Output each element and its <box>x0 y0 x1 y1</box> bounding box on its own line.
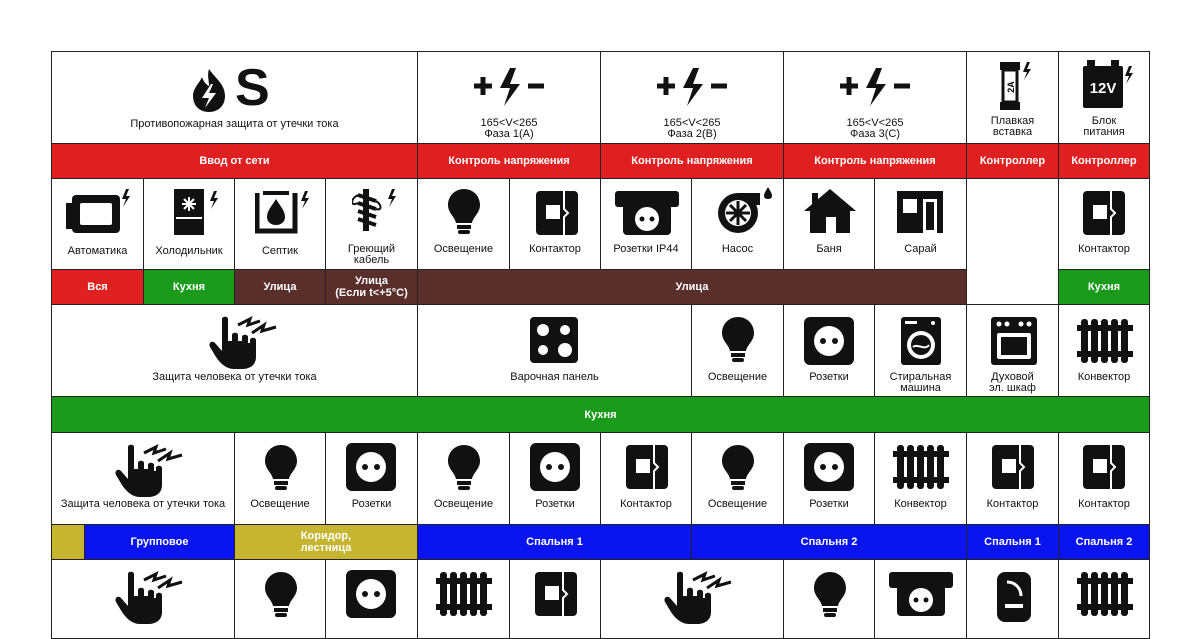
band-bedroom2-main: Спальня 2 <box>691 524 967 560</box>
sockets-bed2-label: Розетки <box>809 498 849 510</box>
hand-shock-icon <box>114 443 186 499</box>
lighting-row5b-cell <box>783 559 875 639</box>
fuse-label-1: Плавкая <box>990 115 1035 127</box>
contactor-a-label: Контактор <box>529 243 581 255</box>
automatics-cell <box>51 178 144 270</box>
water-heater-icon <box>995 570 1033 624</box>
sockets-bed1-cell <box>509 432 601 525</box>
light-bulb-icon <box>446 443 482 493</box>
control-panel-icon <box>66 189 132 235</box>
contactor-bed2-conv-cell <box>1058 432 1150 525</box>
septic-cell <box>234 178 326 270</box>
septic-label: Септик <box>261 245 298 257</box>
rcd-group-label: Защита человека от утечки тока <box>60 498 226 510</box>
washer-cell <box>874 304 967 397</box>
washer-label-1: Стиральная <box>889 371 952 383</box>
band-street-main: Улица <box>417 269 967 305</box>
pump-label: Насос <box>721 243 754 255</box>
contactor-ctrl-cell <box>1058 178 1150 270</box>
fire-rcd-cell <box>51 51 418 144</box>
bath-label: Баня <box>816 243 842 255</box>
band-kitchen-ctrl: Кухня <box>1058 269 1150 305</box>
lighting-bed1-label: Освещение <box>433 498 494 510</box>
sockets-ip44-cell <box>600 178 692 270</box>
fire-rcd-label: Противопожарная защита от утечки тока <box>130 118 339 130</box>
cooktop-icon <box>528 317 580 363</box>
battery-12v-icon <box>1081 60 1133 110</box>
light-bulb-icon <box>812 570 848 620</box>
band-voltage-b: Контроль напряжения <box>600 143 784 179</box>
band-bedroom1-small: Спальня 1 <box>966 524 1059 560</box>
pump-icon <box>714 187 774 237</box>
fuse-icon <box>997 60 1033 112</box>
ip44-row5-cell <box>874 559 967 639</box>
lighting-bed2-cell <box>691 432 784 525</box>
convector-bed2-label: Конвектор <box>894 498 947 510</box>
sockets-kitchen-label: Розетки <box>809 371 849 383</box>
contactor-icon <box>1081 189 1127 237</box>
band-kitchen-wide: Кухня <box>51 396 1150 433</box>
house-icon <box>802 187 858 235</box>
hand-shock-icon <box>114 570 186 626</box>
band-bedroom1-main: Спальня 1 <box>417 524 692 560</box>
shed-icon <box>895 189 945 235</box>
lighting-kitchen-label: Освещение <box>707 371 768 383</box>
contactor-icon <box>534 189 580 237</box>
band-input-network: Ввод от сети <box>51 143 418 179</box>
convector-kitchen-label: Конвектор <box>1077 371 1131 383</box>
s-letter-icon: S <box>235 59 270 117</box>
fridge-icon <box>172 189 222 237</box>
rcd-kitchen-label: Защита человека от утечки тока <box>152 371 317 383</box>
contactor-icon <box>533 570 579 618</box>
socket-icon <box>804 443 856 493</box>
band-corridor-line-2: лестница <box>300 542 352 554</box>
lighting-row5-cell <box>234 559 326 639</box>
contactor-icon <box>990 443 1036 491</box>
band-bedroom2-small: Спальня 2 <box>1058 524 1150 560</box>
septic-tank-icon <box>255 189 311 237</box>
phase-b-label: Фаза 2(B) <box>667 128 717 140</box>
band-voltage-c: Контроль напряжения <box>783 143 967 179</box>
band-controller-2: Контроллер <box>1058 143 1150 179</box>
light-bulb-icon <box>263 570 299 620</box>
plus-bolt-minus-icon <box>653 64 733 108</box>
light-bulb-icon <box>263 443 299 493</box>
hob-cell <box>417 304 692 397</box>
plus-bolt-minus-icon <box>836 64 916 108</box>
phase-b-cell <box>600 51 784 144</box>
washer-label-2: машина <box>900 382 941 394</box>
band-voltage-a: Контроль напряжения <box>417 143 601 179</box>
band-corridor-line-1: Коридор, <box>300 530 352 542</box>
shed-cell <box>874 178 967 270</box>
lighting-bed1-cell <box>417 432 510 525</box>
lighting-a-label: Освещение <box>433 243 494 255</box>
oven-label-1: Духовой <box>991 371 1034 383</box>
band-group: Групповое <box>84 524 235 560</box>
convector-kitchen-cell <box>1058 304 1150 397</box>
phase-c-range: 165<V<265 <box>846 117 904 129</box>
band-street-cold <box>325 269 418 305</box>
convector-bed2-cell <box>874 432 967 525</box>
lighting-bed2-label: Освещение <box>707 498 768 510</box>
band-corridor <box>234 524 418 560</box>
plus-bolt-minus-icon <box>470 64 550 108</box>
fridge-label: Холодильник <box>155 245 223 257</box>
socket-icon <box>530 443 582 493</box>
convector-row5-cell <box>417 559 510 639</box>
socket-icon <box>804 317 856 367</box>
band-kitchen-fridge: Кухня <box>143 269 235 305</box>
boiler-row5-cell <box>966 559 1059 639</box>
bath-cell <box>783 178 875 270</box>
band-street-cold-line-1: Улица <box>355 275 388 287</box>
convector-row5b-cell <box>1058 559 1150 639</box>
contactor-a-cell <box>509 178 601 270</box>
psu-badge: 12V <box>1089 80 1117 97</box>
rcd-row5b-cell <box>600 559 784 639</box>
rcd-group-cell <box>51 432 235 525</box>
contactor-icon <box>624 443 670 491</box>
sockets-row5-cell <box>325 559 418 639</box>
sockets-corridor-label: Розетки <box>351 498 392 510</box>
psu-label-1: Блок <box>1091 115 1117 127</box>
phase-c-label: Фаза 3(C) <box>850 128 900 140</box>
heating-cable-label-2: кабель <box>353 254 390 266</box>
lighting-corridor-label: Освещение <box>250 498 310 510</box>
socket-icon <box>346 570 398 620</box>
sockets-bed2-cell <box>783 432 875 525</box>
contactor-bed1-cell <box>600 432 692 525</box>
contactor-bed1-conv-cell <box>966 432 1059 525</box>
heating-cable-label-1: Греющий <box>347 243 396 255</box>
contactor-icon <box>1081 443 1127 491</box>
psu-label-2: питания <box>1083 126 1125 138</box>
light-bulb-icon <box>720 315 756 365</box>
hand-shock-icon <box>663 570 735 626</box>
band-street-cold-line-2: (Если t<+5°C) <box>335 287 408 299</box>
psu-cell <box>1058 51 1150 144</box>
phase-a-cell <box>417 51 601 144</box>
hob-label: Варочная панель <box>510 371 599 383</box>
pump-cell <box>691 178 784 270</box>
washing-machine-icon <box>899 315 943 367</box>
fridge-cell <box>143 178 235 270</box>
socket-icon <box>346 443 398 493</box>
hand-shock-icon <box>208 315 280 371</box>
radiator-icon <box>1077 317 1133 365</box>
contactor-row5-cell <box>509 559 601 639</box>
rcd-kitchen-cell <box>51 304 418 397</box>
radiator-icon <box>436 570 492 618</box>
sockets-ip44-label: Розетки IP44 <box>613 243 679 255</box>
contactor-bed2-conv-label: Контактор <box>1078 498 1130 510</box>
sockets-bed1-label: Розетки <box>535 498 575 510</box>
lighting-a-cell <box>417 178 510 270</box>
contactor-bed1-conv-label: Контактор <box>986 498 1039 510</box>
phase-b-range: 165<V<265 <box>663 117 721 129</box>
heating-cable-cell <box>325 178 418 270</box>
lighting-corridor-cell <box>234 432 326 525</box>
automatics-label: Автоматика <box>67 245 128 257</box>
rcd-row5-cell <box>51 559 235 639</box>
oven-label-2: эл. шкаф <box>989 382 1036 394</box>
sockets-kitchen-cell <box>783 304 875 397</box>
contactor-ctrl-label: Контактор <box>1078 243 1130 255</box>
band-controller-1: Контроллер <box>966 143 1059 179</box>
empty-cell-tall <box>966 178 1059 305</box>
fuse-badge: 2A <box>1006 81 1016 93</box>
ip44-socket-icon <box>887 570 955 618</box>
light-bulb-icon <box>446 187 482 237</box>
shed-label: Сарай <box>904 243 937 255</box>
phase-a-range: 165<V<265 <box>480 117 538 129</box>
oven-cell <box>966 304 1059 397</box>
heating-cable-icon <box>352 187 400 235</box>
radiator-icon <box>1077 570 1133 618</box>
phase-c-cell <box>783 51 967 144</box>
phase-a-label: Фаза 1(A) <box>484 128 534 140</box>
fuse-cell <box>966 51 1059 144</box>
flame-bolt-icon <box>185 66 233 114</box>
light-bulb-icon <box>720 443 756 493</box>
sockets-corridor-cell <box>325 432 418 525</box>
band-street-septic: Улица <box>234 269 326 305</box>
radiator-icon <box>893 443 949 491</box>
oven-icon <box>989 315 1039 367</box>
band-olive-small <box>51 524 85 560</box>
ip44-socket-icon <box>613 189 681 237</box>
lighting-kitchen-cell <box>691 304 784 397</box>
fuse-label-2: вставка <box>992 126 1033 138</box>
band-all: Вся <box>51 269 144 305</box>
contactor-bed1-label: Контактор <box>620 498 672 510</box>
